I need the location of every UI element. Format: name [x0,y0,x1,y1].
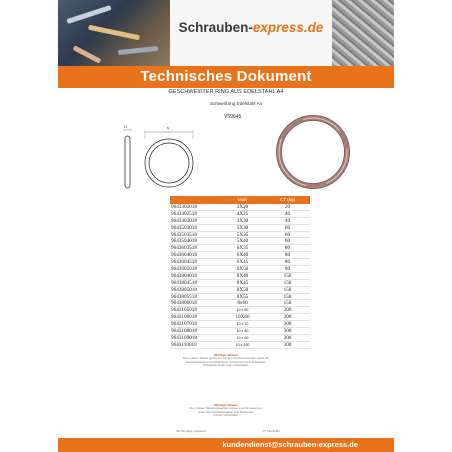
article-cell: 9643402518 [171,210,197,217]
table-header [170,196,310,204]
note-2 [170,404,282,418]
article-cell: 9643604518 [171,259,197,266]
ct-cell: 150 [283,279,292,286]
brand-logo [170,20,332,35]
article-cell: 9643108018 [171,328,197,335]
note-2-title: Wichtiger Hinweis [213,403,239,407]
table-row [170,307,310,314]
size-cell: 8X50 [236,286,249,293]
dim-label-d: D [124,124,127,129]
size-cell: 10 x 80 [236,329,249,334]
ct-cell: 300 [283,321,292,328]
ct-cell: 150 [283,300,292,307]
header-banner [58,0,394,66]
size-cell: 10 x 70 [236,322,249,327]
article-cell: 9643804018 [171,272,197,279]
size-cell: 5X40 [236,238,249,245]
table-row [170,252,310,259]
note-1-title: Wichtiger Hinweis [213,353,239,357]
header-article [170,196,220,204]
article-cell: 9643604018 [171,252,197,259]
page-title: Technisches Dokument [140,68,312,85]
ct-cell: 150 [283,293,292,300]
article-cell: 9643109018 [171,334,197,341]
screws-photo [332,0,394,66]
ct-cell: 20 [284,204,291,210]
dim-label-s: s [167,125,169,130]
article-cell: 9643503018 [171,224,197,231]
table-row [170,245,310,252]
size-cell: 6X45 [236,259,249,266]
ct-cell: 40 [284,210,291,217]
ring-outer-circle [145,139,193,187]
table-row [170,342,310,349]
article-cell: 9643504018 [171,238,197,245]
table-row [170,314,310,321]
bit-shape [118,46,158,55]
screwdriver-shape [88,25,140,41]
table-row [170,218,310,225]
article-cell: 9643805518 [171,293,197,300]
ct-cell: 60 [284,224,291,231]
article-cell: 9643107018 [171,321,197,328]
table-row [170,232,310,239]
size-cell: 6X40 [236,252,249,259]
article-cell: 9643110018 [171,341,197,348]
header-size: Maß [237,197,248,202]
ring-inner-circle [149,143,189,183]
table-row [170,266,310,273]
table-row [170,321,310,328]
hand-shape [73,45,102,63]
note-1-line: Technische Änderungen vorbehalten. [202,363,250,368]
article-cell: 9643302018 [171,204,197,210]
ct-cell: 60 [284,238,291,245]
ct-cell: 300 [283,341,292,348]
ring-photo-inner-edge [282,121,345,184]
article-cell: 9643806018 [171,300,197,307]
table-row [170,204,310,211]
table-row [170,335,310,342]
ct-cell: 80 [284,266,291,273]
article-cell: 9643105018 [171,307,197,314]
size-cell: 8X40 [236,272,249,279]
title-bar [58,66,394,88]
note-2-line: Die in dieser Tabelle genannten Längen und Abmessungen [189,406,263,411]
article-cell: 9643106018 [171,314,197,321]
ct-cell: 300 [283,307,292,314]
ct-cell: 300 [283,328,292,335]
brand-accent-text: express.de [252,20,324,35]
note-2-line: sowie die Gewichtsangaben sind Richtwerte. [198,409,254,414]
article-cell: 9643503518 [171,231,197,238]
size-cell: 4X25 [236,210,249,217]
table-row [170,287,310,294]
article-cell: 9643605018 [171,266,197,273]
size-cell: 4X30 [236,217,249,224]
article-cell: 9643403018 [171,217,197,224]
header-ct: CT (kg) [279,197,296,202]
footer-right-text: CT Stückzahl [262,429,280,433]
article-cell: 9643805018 [171,286,197,293]
ct-cell: 60 [284,231,291,238]
table-row [170,294,310,301]
ct-cell: 40 [284,217,291,224]
dimension-table [170,196,310,349]
ring-side-view [125,136,130,188]
table-row [170,259,310,266]
drawing-code: V59645 [224,114,242,120]
footer-left-text: CE Montage, Moselstr. [176,429,207,433]
size-cell: 8x60 [237,300,248,307]
article-cell: 9643804518 [171,279,197,286]
contact-email-link[interactable]: kundendienst@schrauben-express.de [222,440,358,449]
ct-cell: 80 [284,252,291,259]
size-cell: 5X35 [236,231,249,238]
ct-cell: 150 [283,272,292,279]
note-1-line: Gewichtsangaben sind Richtwerte und können leicht abweichen. [186,359,266,364]
note-1 [170,354,282,368]
size-cell: 5X30 [236,224,249,231]
size-cell: 10 x 90 [236,335,249,340]
table-row [170,211,310,218]
size-cell: 8X45 [236,279,249,286]
brand-area [170,0,332,66]
size-cell: 10 x 100 [235,342,250,347]
technical-drawing [118,120,198,196]
table-row [170,300,310,307]
ct-cell: 150 [283,286,292,293]
table-body [170,204,310,349]
article-cell: 9643603518 [171,245,197,252]
size-cell: 6X50 [236,266,249,273]
ct-cell: 80 [284,259,291,266]
size-cell: 10X60 [235,314,250,321]
ring-photo [273,112,353,192]
size-cell: 3X20 [236,204,249,210]
table-row [170,225,310,232]
size-cell: 10 x 50 [236,308,249,313]
size-cell: 8X55 [236,293,249,300]
drawing-label: Schweißring Edelstahl A4 [210,101,263,106]
table-row [170,280,310,287]
brand-main-text: Schrauben- [178,20,253,35]
note-1-line: Die in dieser Tabelle genannten Längen und Abmessungen sowie die [183,356,269,361]
table-row [170,238,310,245]
wrench-shape [66,5,111,24]
ct-cell: 80 [284,245,291,252]
table-row [170,273,310,280]
ct-cell: 300 [283,334,292,341]
note-2-line: Irrtümer vorbehalten. [213,413,239,418]
ct-cell: 300 [283,314,292,321]
product-subtitle: GESCHWEIßTER RING AUS EDELSTAHL A4 [168,89,284,95]
tools-photo [58,0,170,66]
size-cell: 6X35 [236,245,249,252]
table-row [170,328,310,335]
footer-bar [58,438,394,452]
